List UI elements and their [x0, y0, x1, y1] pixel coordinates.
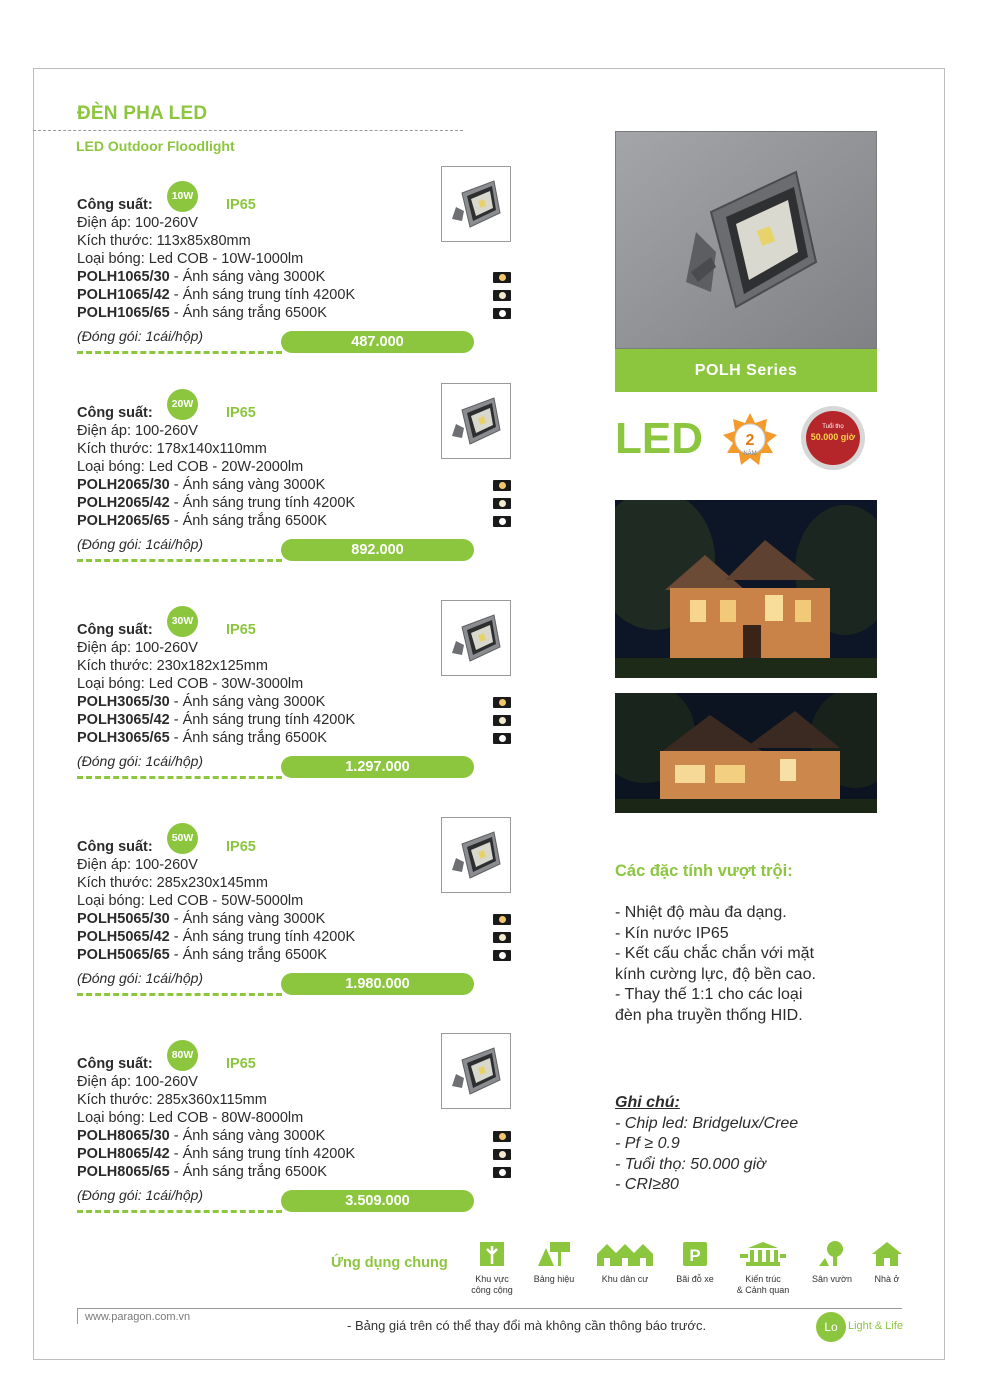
- color-dot: [499, 717, 506, 724]
- variant-desc: - Ánh sáng trung tính 4200K: [169, 1146, 356, 1162]
- product-thumbnail: [441, 383, 511, 459]
- variant-line: [77, 712, 355, 728]
- series-banner: POLH Series: [615, 349, 877, 392]
- variant-code: POLH1065/65: [77, 305, 170, 321]
- color-swatch-icon: [493, 308, 511, 319]
- application-garden: Sân vườn: [793, 1240, 871, 1285]
- note-item: - Chip led: Bridgelux/Cree: [615, 1114, 799, 1132]
- variant-code: POLH1065/30: [77, 269, 170, 285]
- footer-tick: [77, 1308, 78, 1324]
- footer-divider: [77, 1308, 902, 1309]
- features-title: Các đặc tính vượt trội:: [615, 862, 793, 880]
- packaging-note: (Đóng gói: 1cái/hộp): [77, 536, 204, 552]
- ip-rating: IP65: [226, 1056, 256, 1072]
- lifetime-badge: [801, 406, 865, 470]
- variant-code: POLH5065/42: [77, 929, 170, 945]
- color-swatch-icon: [493, 932, 511, 943]
- warranty-word: NĂM: [743, 451, 757, 457]
- color-swatch-icon: [493, 480, 511, 491]
- voltage-spec: Điện áp: 100-260V: [77, 423, 198, 439]
- size-spec: Kích thước: 285x230x145mm: [77, 875, 268, 891]
- color-swatch-icon: [493, 715, 511, 726]
- variant-line: [77, 513, 327, 529]
- ip-rating: IP65: [226, 839, 256, 855]
- voltage-spec: Điện áp: 100-260V: [77, 215, 198, 231]
- floodlight-icon: [616, 132, 877, 349]
- house-photo-1: [615, 500, 877, 678]
- power-label: Công suất:: [77, 197, 153, 213]
- bulb-spec: Loại bóng: Led COB - 30W-3000lm: [77, 676, 304, 692]
- website-link[interactable]: www.paragon.com.vn: [85, 1311, 191, 1323]
- feature-item: kính cường lực, độ bền cao.: [615, 965, 816, 983]
- color-dot: [499, 735, 506, 742]
- svg-text:P: P: [689, 1246, 701, 1265]
- price-tag: 3.509.000: [281, 1190, 474, 1212]
- wattage-badge: 20W: [167, 389, 198, 420]
- variant-line: [77, 495, 355, 511]
- application-home: Nhà ở: [848, 1240, 926, 1285]
- notes-title: Ghi chú:: [615, 1094, 680, 1111]
- feature-item: - Thay thế 1:1 cho các loại: [615, 986, 803, 1003]
- application-public-area: Khu vực công cộng: [453, 1240, 531, 1296]
- floodlight-icon: [442, 384, 510, 458]
- packaging-divider: [77, 1210, 282, 1213]
- residential-icon: [595, 1240, 655, 1268]
- disclaimer: - Bảng giá trên có thể thay đổi mà không cần thông báo trước.: [347, 1318, 707, 1333]
- product-thumbnail: [441, 1033, 511, 1109]
- variant-desc: - Ánh sáng trung tính 4200K: [169, 495, 356, 511]
- variant-line: [77, 929, 355, 945]
- packaging-note: (Đóng gói: 1cái/hộp): [77, 328, 204, 344]
- applications-title: Ứng dụng chung: [331, 1255, 448, 1271]
- voltage-spec: Điện áp: 100-260V: [77, 640, 198, 656]
- features-list: [615, 903, 865, 1026]
- color-dot: [499, 952, 506, 959]
- badge-row: [615, 403, 877, 473]
- color-dot: [499, 500, 506, 507]
- page-title: ĐÈN PHA LED: [77, 103, 208, 124]
- variant-code: POLH8065/42: [77, 1146, 170, 1162]
- wattage-badge: 50W: [167, 823, 198, 854]
- variant-desc: - Ánh sáng vàng 3000K: [169, 477, 326, 493]
- color-swatch-icon: [493, 914, 511, 925]
- color-swatch-icon: [493, 697, 511, 708]
- feature-item: - Kín nước IP65: [615, 924, 729, 942]
- variant-code: POLH2065/65: [77, 513, 170, 529]
- product-thumbnail: [441, 166, 511, 242]
- variant-desc: - Ánh sáng vàng 3000K: [169, 911, 326, 927]
- price-tag: 1.297.000: [281, 756, 474, 778]
- variant-desc: - Ánh sáng trung tính 4200K: [169, 287, 356, 303]
- color-swatch-icon: [493, 516, 511, 527]
- variant-line: [77, 305, 327, 321]
- packaging-divider: [77, 993, 282, 996]
- wattage-badge: 10W: [167, 181, 198, 212]
- application-parking: P Bãi đỗ xe: [656, 1240, 734, 1285]
- bulb-spec: Loại bóng: Led COB - 80W-8000lm: [77, 1110, 304, 1126]
- color-dot: [499, 274, 506, 281]
- bulb-spec: Loại bóng: Led COB - 20W-2000lm: [77, 459, 304, 475]
- title-divider: [33, 130, 463, 131]
- variant-line: [77, 287, 355, 303]
- packaging-note: (Đóng gói: 1cái/hộp): [77, 970, 204, 986]
- packaging-note: (Đóng gói: 1cái/hộp): [77, 1187, 204, 1203]
- variant-desc: - Ánh sáng trắng 6500K: [169, 513, 327, 529]
- variant-desc: - Ánh sáng trắng 6500K: [169, 1164, 327, 1180]
- variant-code: POLH5065/30: [77, 911, 170, 927]
- power-label: Công suất:: [77, 839, 153, 855]
- color-dot: [499, 1133, 506, 1140]
- variant-desc: - Ánh sáng vàng 3000K: [169, 1128, 326, 1144]
- size-spec: Kích thước: 230x182x125mm: [77, 658, 268, 674]
- hero-product-image: [615, 131, 877, 349]
- color-dot: [499, 1169, 506, 1176]
- variant-desc: - Ánh sáng trắng 6500K: [169, 730, 327, 746]
- brand-mark: Lo: [816, 1312, 846, 1342]
- color-swatch-icon: [493, 950, 511, 961]
- packaging-note: (Đóng gói: 1cái/hộp): [77, 753, 204, 769]
- ip-rating: IP65: [226, 405, 256, 421]
- power-label: Công suất:: [77, 1056, 153, 1072]
- bulb-spec: Loại bóng: Led COB - 10W-1000lm: [77, 251, 304, 267]
- variant-desc: - Ánh sáng trung tính 4200K: [169, 712, 356, 728]
- note-item: - Tuổi thọ: 50.000 giờ: [615, 1155, 766, 1173]
- billboard-icon: [534, 1240, 574, 1268]
- variant-line: [77, 1164, 327, 1180]
- feature-item: - Nhiệt độ màu đa dạng.: [615, 904, 787, 921]
- color-dot: [499, 1151, 506, 1158]
- application-billboard: Bảng hiệu: [515, 1240, 593, 1285]
- variant-desc: - Ánh sáng trắng 6500K: [169, 305, 327, 321]
- variant-desc: - Ánh sáng vàng 3000K: [169, 694, 326, 710]
- warranty-badge: [723, 413, 777, 465]
- ip-rating: IP65: [226, 197, 256, 213]
- variant-code: POLH8065/65: [77, 1164, 170, 1180]
- variant-line: [77, 947, 327, 963]
- color-dot: [499, 518, 506, 525]
- packaging-divider: [77, 776, 282, 779]
- color-dot: [499, 916, 506, 923]
- wattage-badge: 80W: [167, 1040, 198, 1071]
- color-dot: [499, 292, 506, 299]
- size-spec: Kích thước: 113x85x80mm: [77, 233, 251, 249]
- power-label: Công suất:: [77, 622, 153, 638]
- variant-code: POLH3065/30: [77, 694, 170, 710]
- ip-rating: IP65: [226, 622, 256, 638]
- application-residential: Khu dân cư: [586, 1240, 664, 1285]
- application-architecture: Kiến trúc & Cảnh quan: [724, 1240, 802, 1296]
- wattage-badge: 30W: [167, 606, 198, 637]
- color-swatch-icon: [493, 498, 511, 509]
- variant-code: POLH2065/42: [77, 495, 170, 511]
- size-spec: Kích thước: 285x360x115mm: [77, 1092, 267, 1108]
- variant-line: [77, 911, 325, 927]
- color-dot: [499, 482, 506, 489]
- price-tag: 487.000: [281, 331, 474, 353]
- floodlight-icon: [442, 818, 510, 892]
- note-item: - Pf ≥ 0.9: [615, 1135, 680, 1152]
- variant-line: [77, 1128, 325, 1144]
- variant-code: POLH2065/30: [77, 477, 170, 493]
- color-swatch-icon: [493, 1131, 511, 1142]
- packaging-divider: [77, 559, 282, 562]
- floodlight-icon: [442, 1034, 510, 1108]
- color-swatch-icon: [493, 290, 511, 301]
- floodlight-icon: [442, 167, 510, 241]
- variant-code: POLH3065/42: [77, 712, 170, 728]
- lifetime-hours: 50.000 giờ: [810, 432, 856, 442]
- variant-desc: - Ánh sáng trung tính 4200K: [169, 929, 356, 945]
- voltage-spec: Điện áp: 100-260V: [77, 857, 198, 873]
- color-swatch-icon: [493, 272, 511, 283]
- home-icon: [870, 1240, 904, 1268]
- house-photo-2: [615, 693, 877, 813]
- feature-item: đèn pha truyền thống HID.: [615, 1006, 803, 1024]
- color-swatch-icon: [493, 733, 511, 744]
- led-logo: LED: [615, 414, 703, 463]
- lifetime-title: Tuổi thọ: [822, 424, 844, 430]
- garden-icon: [815, 1240, 849, 1268]
- variant-code: POLH8065/30: [77, 1128, 170, 1144]
- price-tag: 892.000: [281, 539, 474, 561]
- floodlight-icon: [442, 601, 510, 675]
- page-subtitle: LED Outdoor Floodlight: [76, 138, 235, 154]
- brand-tagline: Light & Life: [848, 1320, 904, 1332]
- color-dot: [499, 699, 506, 706]
- warranty-years: 2: [745, 432, 755, 449]
- color-dot: [499, 310, 506, 317]
- variant-line: [77, 1146, 355, 1162]
- color-swatch-icon: [493, 1149, 511, 1160]
- variant-desc: - Ánh sáng trắng 6500K: [169, 947, 327, 963]
- bulb-spec: Loại bóng: Led COB - 50W-5000lm: [77, 893, 304, 909]
- product-thumbnail: [441, 817, 511, 893]
- variant-code: POLH3065/65: [77, 730, 170, 746]
- voltage-spec: Điện áp: 100-260V: [77, 1074, 198, 1090]
- variant-code: POLH1065/42: [77, 287, 170, 303]
- variant-line: [77, 269, 325, 285]
- variant-line: [77, 730, 327, 746]
- power-label: Công suất:: [77, 405, 153, 421]
- packaging-divider: [77, 351, 282, 354]
- price-tag: 1.980.000: [281, 973, 474, 995]
- variant-line: [77, 477, 325, 493]
- color-swatch-icon: [493, 1167, 511, 1178]
- architecture-icon: [738, 1240, 788, 1268]
- color-dot: [499, 934, 506, 941]
- note-item: - CRI≥80: [615, 1176, 679, 1193]
- public-area-icon: [478, 1240, 506, 1268]
- variant-desc: - Ánh sáng vàng 3000K: [169, 269, 326, 285]
- parking-icon: [681, 1240, 709, 1268]
- variant-code: POLH5065/65: [77, 947, 170, 963]
- variant-line: [77, 694, 325, 710]
- feature-item: - Kết cấu chắc chắn với mặt: [615, 945, 815, 962]
- product-thumbnail: [441, 600, 511, 676]
- notes-block: [615, 1093, 875, 1196]
- size-spec: Kích thước: 178x140x110mm: [77, 441, 267, 457]
